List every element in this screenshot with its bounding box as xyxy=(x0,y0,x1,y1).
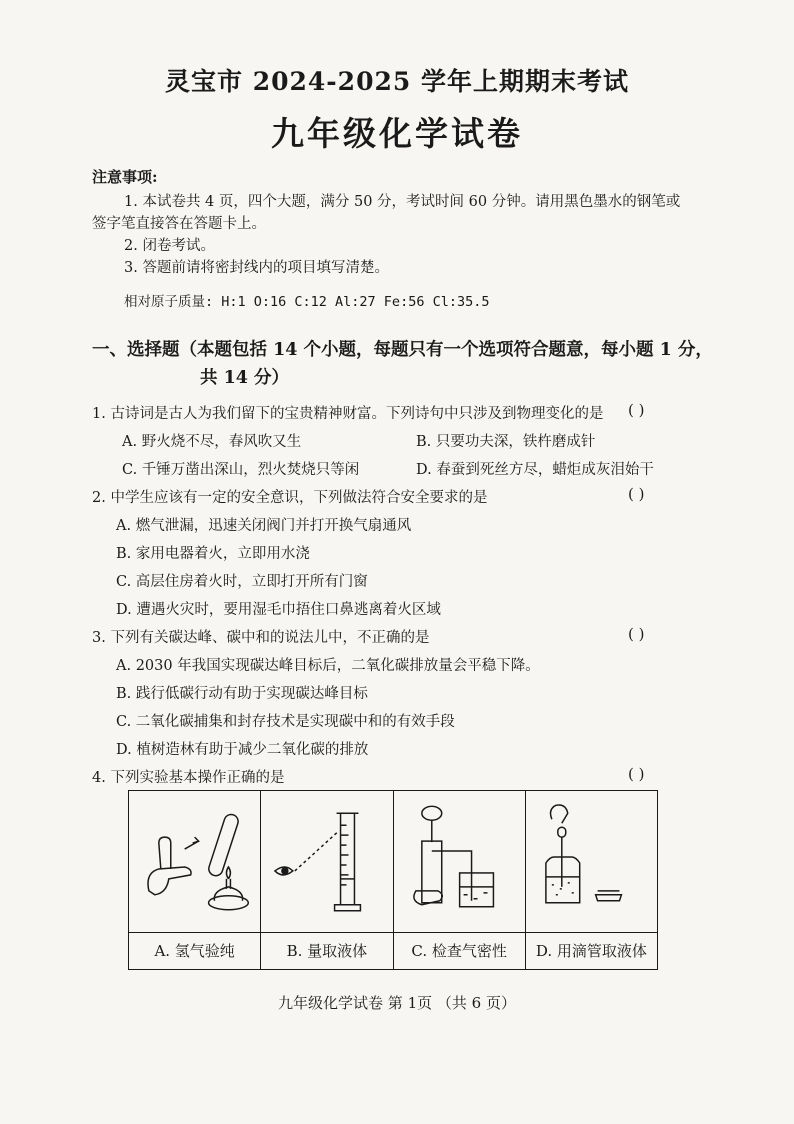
answer-paren: ( ) xyxy=(628,401,645,419)
option-a: A. 2030 年我国实现碳达峰目标后，二氧化碳排放量会平稳下降。 xyxy=(116,658,540,674)
page-footer: 九年级化学试卷 第 1页 （共 6 页） xyxy=(278,994,516,1012)
atomic-masses: 相对原子质量: H:1 O:16 C:12 Al:27 Fe:56 Cl:35.5 xyxy=(124,294,490,310)
question-stem: 3. 下列有关碳达峰、碳中和的说法儿中，不正确的是 xyxy=(92,630,430,646)
option-a: A. 野火烧不尽，春风吹又生 xyxy=(122,434,302,450)
option-a: A. 燃气泄漏，迅速关闭阀门并打开换气扇通风 xyxy=(116,518,412,534)
option-d: D. 植树造林有助于减少二氧化碳的排放 xyxy=(116,742,369,758)
section-heading-cont: 共 14 分） xyxy=(200,368,290,388)
option-b: B. 践行低碳行动有助于实现碳达峰目标 xyxy=(116,686,368,702)
exam-title: 灵宝市 2024-2025 学年上期期末考试 xyxy=(165,67,629,96)
hydrogen-test-illustration xyxy=(129,791,260,931)
answer-paren: ( ) xyxy=(628,485,645,503)
note-line: 1. 本试卷共 4 页，四个大题，满分 50 分，考试时间 60 分钟。请用黑色墨水的钢笔或 xyxy=(124,194,681,210)
figure-panel-c xyxy=(394,791,526,969)
dropper-illustration xyxy=(526,791,657,931)
option-d: D. 春蚕到死丝方尽，蜡炬成灰泪始干 xyxy=(416,462,654,478)
figure-caption: A. 氢气验纯 xyxy=(129,932,260,969)
figure-caption: C. 检查气密性 xyxy=(394,932,525,969)
section-heading: 一、选择题（本题包括 14 个小题，每题只有一个选项符合题意，每小题 1 分， xyxy=(92,340,713,360)
graduated-cylinder-illustration xyxy=(261,791,392,931)
option-c: C. 千锤万凿出深山，烈火焚烧只等闲 xyxy=(122,462,360,478)
question-stem: 2. 中学生应该有一定的安全意识，下列做法符合安全要求的是 xyxy=(92,490,488,506)
airtightness-illustration xyxy=(394,791,525,931)
option-d: D. 遭遇火灾时，要用湿毛巾捂住口鼻逃离着火区域 xyxy=(116,602,441,618)
note-line: 3. 答题前请将密封线内的项目填写清楚。 xyxy=(124,260,389,276)
figure-panel-b xyxy=(261,791,393,969)
question-stem: 4. 下列实验基本操作正确的是 xyxy=(92,770,285,786)
paper-title: 九年级化学试卷 xyxy=(271,114,523,153)
note-line: 2. 闭卷考试。 xyxy=(124,238,215,254)
option-b: B. 只要功夫深，铁杵磨成针 xyxy=(416,434,596,450)
figure-caption: B. 量取液体 xyxy=(261,932,392,969)
note-line: 签字笔直接答在答题卡上。 xyxy=(92,216,266,232)
question-stem: 1. 古诗词是古人为我们留下的宝贵精神财富。下列诗句中只涉及到物理变化的是 xyxy=(92,406,604,422)
option-c: C. 二氧化碳捕集和封存技术是实现碳中和的有效手段 xyxy=(116,714,455,730)
figure-caption: D. 用滴管取液体 xyxy=(526,932,657,969)
answer-paren: ( ) xyxy=(628,625,645,643)
option-b: B. 家用电器着火，立即用水浇 xyxy=(116,546,310,562)
answer-paren: ( ) xyxy=(628,765,645,783)
figure-panel-d xyxy=(526,791,657,969)
notes-heading: 注意事项: xyxy=(92,168,158,186)
option-c: C. 高层住房着火时，立即打开所有门窗 xyxy=(116,574,368,590)
experiment-figure xyxy=(128,790,658,970)
figure-panel-a xyxy=(129,791,261,969)
